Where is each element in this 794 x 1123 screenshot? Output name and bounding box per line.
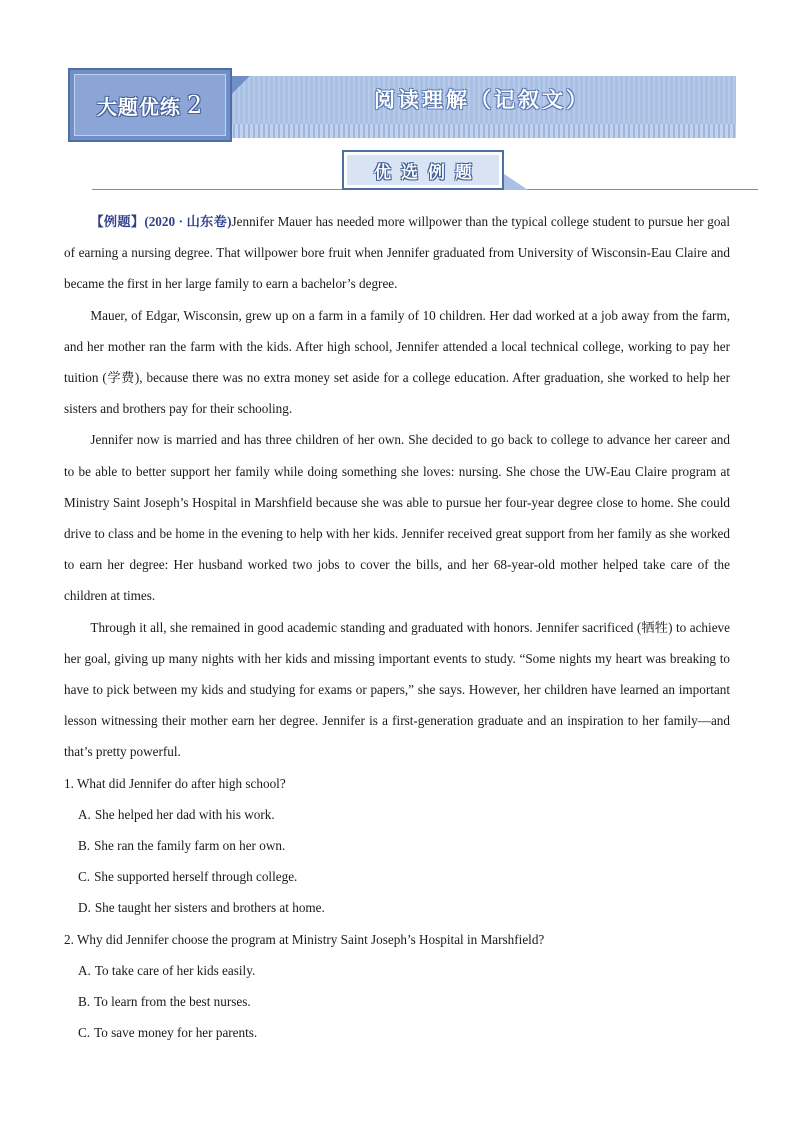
section-label xyxy=(342,150,504,190)
passage-paragraph-3: Jennifer now is married and has three children of her own. She decided to go back to college to advance her career and to be able to better support her family while doing something she loves: nursing. She chose the UW-Eau Claire program at Ministry Saint Joseph’s Hospital in Marshfield because she was able to pursue her four-year degree close to home. She could drive to class and be home in the evening to help with her kids. Jennifer received great support from her family as she worked to earn her degree: Her husband worked two jobs to cover the bills, and her 68-year-old mother helped take care of the children at times. xyxy=(64,432,730,604)
question-1-stem: 1. What did Jennifer do after high school? xyxy=(64,775,286,791)
passage-paragraph-1: 【例题】(2020 · 山东卷)Jennifer Mauer has needed more willpower than the typical college student to pursue her goal of earning a nursing degree. That willpower bore fruit when Jennifer graduated from University of Wisconsin-Eau Claire and became the first in her large family to earn a bachelor’s degree. xyxy=(64,214,730,292)
question-2-stem: 2. Why did Jennifer choose the program at Ministry Saint Joseph’s Hospital in Marshfield? xyxy=(64,931,545,947)
unit-tab-label: 大题优练 xyxy=(96,94,181,119)
band-stripe xyxy=(228,124,736,138)
page-title: 阅读理解（记叙文） xyxy=(374,88,590,112)
question-1-option-d: D. She taught her sisters and brothers at home. xyxy=(78,900,325,916)
unit-tab xyxy=(68,68,232,142)
question-1-option-a: A. She helped her dad with his work. xyxy=(78,806,275,822)
source-tag: 【例题】(2020 · 山东卷) xyxy=(90,214,232,229)
section-label-text: 优选例题 xyxy=(374,162,482,183)
passage-paragraph-2: Mauer, of Edgar, Wisconsin, grew up on a farm in a family of 10 children. Her dad worked at a job away from the farm, and her mother ran the farm with the kids. After high school, Jennifer attended a local technical college, working to pay her tuition (学费), because there was no extra money set aside for a college education. After graduation, she worked to help her sisters and brothers pay for their schooling. xyxy=(64,307,730,417)
reading-content xyxy=(64,206,730,1048)
question-2-option-c: C. To save money for her parents. xyxy=(78,1025,258,1041)
question-2-option-b: B. To learn from the best nurses. xyxy=(78,994,251,1010)
question-1-option-c: C. She supported herself through college. xyxy=(78,869,298,885)
unit-tab-number: 2 xyxy=(186,91,204,119)
header-banner xyxy=(68,68,736,142)
question-1-option-b: B. She ran the family farm on her own. xyxy=(78,838,286,854)
passage-paragraph-4: Through it all, she remained in good academic standing and graduated with honors. Jennifer sacrificed (牺牲) to achieve her goal, giving up many nights with her kids and missing important events to study. “Some nights my heart was breaking to have to pick between my kids and studying for exams or papers,” she says. However, her children have learned an important lesson witnessing their mother earn her degree. Jennifer is a first-generation graduate and an inspiration to her family—and that’s pretty powerful. xyxy=(64,619,730,760)
question-2-option-a: A. To take care of her kids easily. xyxy=(78,962,256,978)
title-band xyxy=(228,76,736,138)
